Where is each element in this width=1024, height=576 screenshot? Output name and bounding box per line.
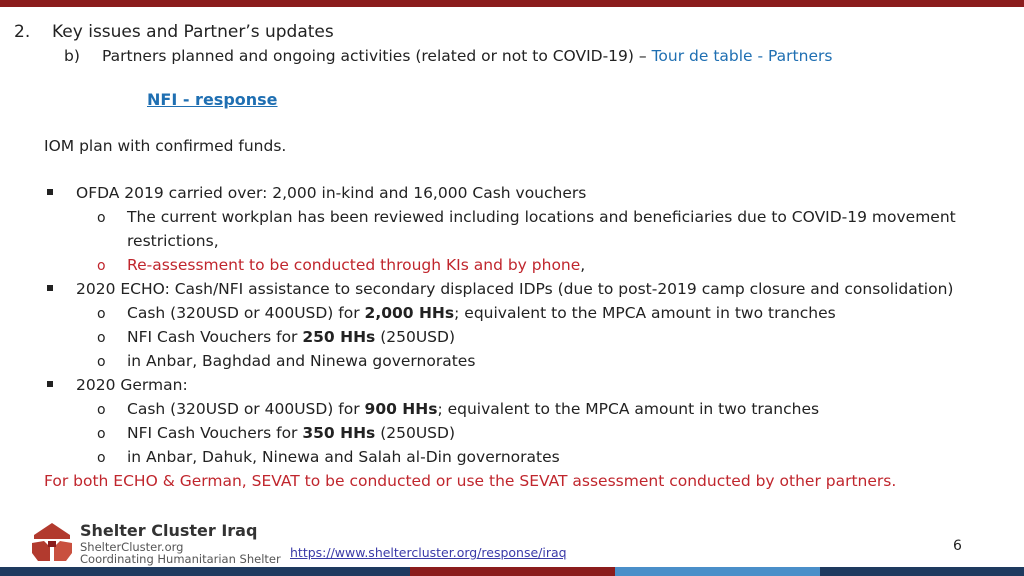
section-title: Key issues and Partner’s updates <box>52 22 334 42</box>
shelter-cluster-logo <box>28 521 281 567</box>
footer-bar-red <box>410 567 615 576</box>
footer-bar-blue <box>615 567 820 576</box>
logo-subtitle-tagline: Coordinating Humanitarian Shelter <box>80 552 281 566</box>
echo-sub-1-text: Cash (320USD or 400USD) for <box>127 304 365 322</box>
circle-bullet-icon: o <box>97 402 106 418</box>
hands-house-icon <box>28 521 76 565</box>
german-sub-2 <box>127 424 455 442</box>
ofda-sub-1-line-2: restrictions, <box>127 232 219 250</box>
german-sub-2-tail: (250USD) <box>375 424 456 442</box>
footer-url-wrap <box>290 542 567 561</box>
echo-sub-3: in Anbar, Baghdad and Ninewa governorates <box>127 352 476 370</box>
echo-sub-2 <box>127 328 455 346</box>
echo-item: 2020 ECHO: Cash/NFI assistance to secondary displaced IDPs (due to post-2019 camp closure and consolidation) <box>76 280 954 298</box>
echo-sub-2-text: NFI Cash Vouchers for <box>127 328 303 346</box>
circle-bullet-icon: o <box>97 450 106 466</box>
nfi-response-link[interactable]: NFI - response <box>147 90 278 109</box>
echo-sub-2-bold: 250 HHs <box>302 328 376 346</box>
square-bullet-icon <box>47 381 53 387</box>
reassessment-text: Re-assessment to be conducted through KIs and by phone <box>127 256 581 274</box>
square-bullet-icon <box>47 189 53 195</box>
footer-bar-navy <box>0 567 410 576</box>
circle-bullet-icon: o <box>97 306 106 322</box>
square-bullet-icon <box>47 285 53 291</box>
circle-bullet-icon: o <box>97 354 106 370</box>
footer-bar-navy-right <box>820 567 1024 576</box>
top-accent-bar <box>0 0 1024 7</box>
echo-sub-1 <box>127 304 836 322</box>
circle-bullet-icon: o <box>97 210 106 226</box>
circle-bullet-icon: o <box>97 258 106 274</box>
intro-text: IOM plan with confirmed funds. <box>44 137 287 155</box>
sevat-note: For both ECHO & German, SEVAT to be conducted or use the SEVAT assessment conducted by other partners. <box>44 472 897 490</box>
tour-de-table-link[interactable]: Tour de table - Partners <box>651 47 833 65</box>
german-sub-1-tail: ; equivalent to the MPCA amount in two tranches <box>437 400 820 418</box>
reassessment-tail: , <box>580 256 586 274</box>
german-sub-2-text: NFI Cash Vouchers for <box>127 424 303 442</box>
sub-heading <box>102 47 832 65</box>
page-number: 6 <box>953 538 962 554</box>
sub-letter: b) <box>64 47 80 65</box>
german-sub-1-text: Cash (320USD or 400USD) for <box>127 400 365 418</box>
circle-bullet-icon: o <box>97 426 106 442</box>
ofda-sub-1-line-1: The current workplan has been reviewed including locations and beneficiaries due to COVID-19 movement <box>127 208 956 226</box>
echo-sub-1-bold: 2,000 HHs <box>364 304 455 322</box>
sub-heading-title: Partners planned and ongoing activities (related or not to COVID-19) – <box>102 47 647 65</box>
echo-sub-1-tail: ; equivalent to the MPCA amount in two tranches <box>454 304 836 322</box>
circle-bullet-icon: o <box>97 330 106 346</box>
german-sub-3: in Anbar, Dahuk, Ninewa and Salah al-Din governorates <box>127 448 560 466</box>
footer-url-link[interactable]: https://www.sheltercluster.org/response/iraq <box>290 545 567 560</box>
german-item: 2020 German: <box>76 376 188 394</box>
section-number: 2. <box>14 22 31 42</box>
ofda-item: OFDA 2019 carried over: 2,000 in-kind and 16,000 Cash vouchers <box>76 184 587 202</box>
logo-title: Shelter Cluster Iraq <box>80 521 258 540</box>
german-sub-2-bold: 350 HHs <box>302 424 376 442</box>
german-sub-1-bold: 900 HHs <box>364 400 438 418</box>
logo-subtitle-site: ShelterCluster.org <box>80 540 184 554</box>
echo-sub-2-tail: (250USD) <box>375 328 456 346</box>
german-sub-1 <box>127 400 819 418</box>
ofda-sub-2 <box>127 256 585 274</box>
